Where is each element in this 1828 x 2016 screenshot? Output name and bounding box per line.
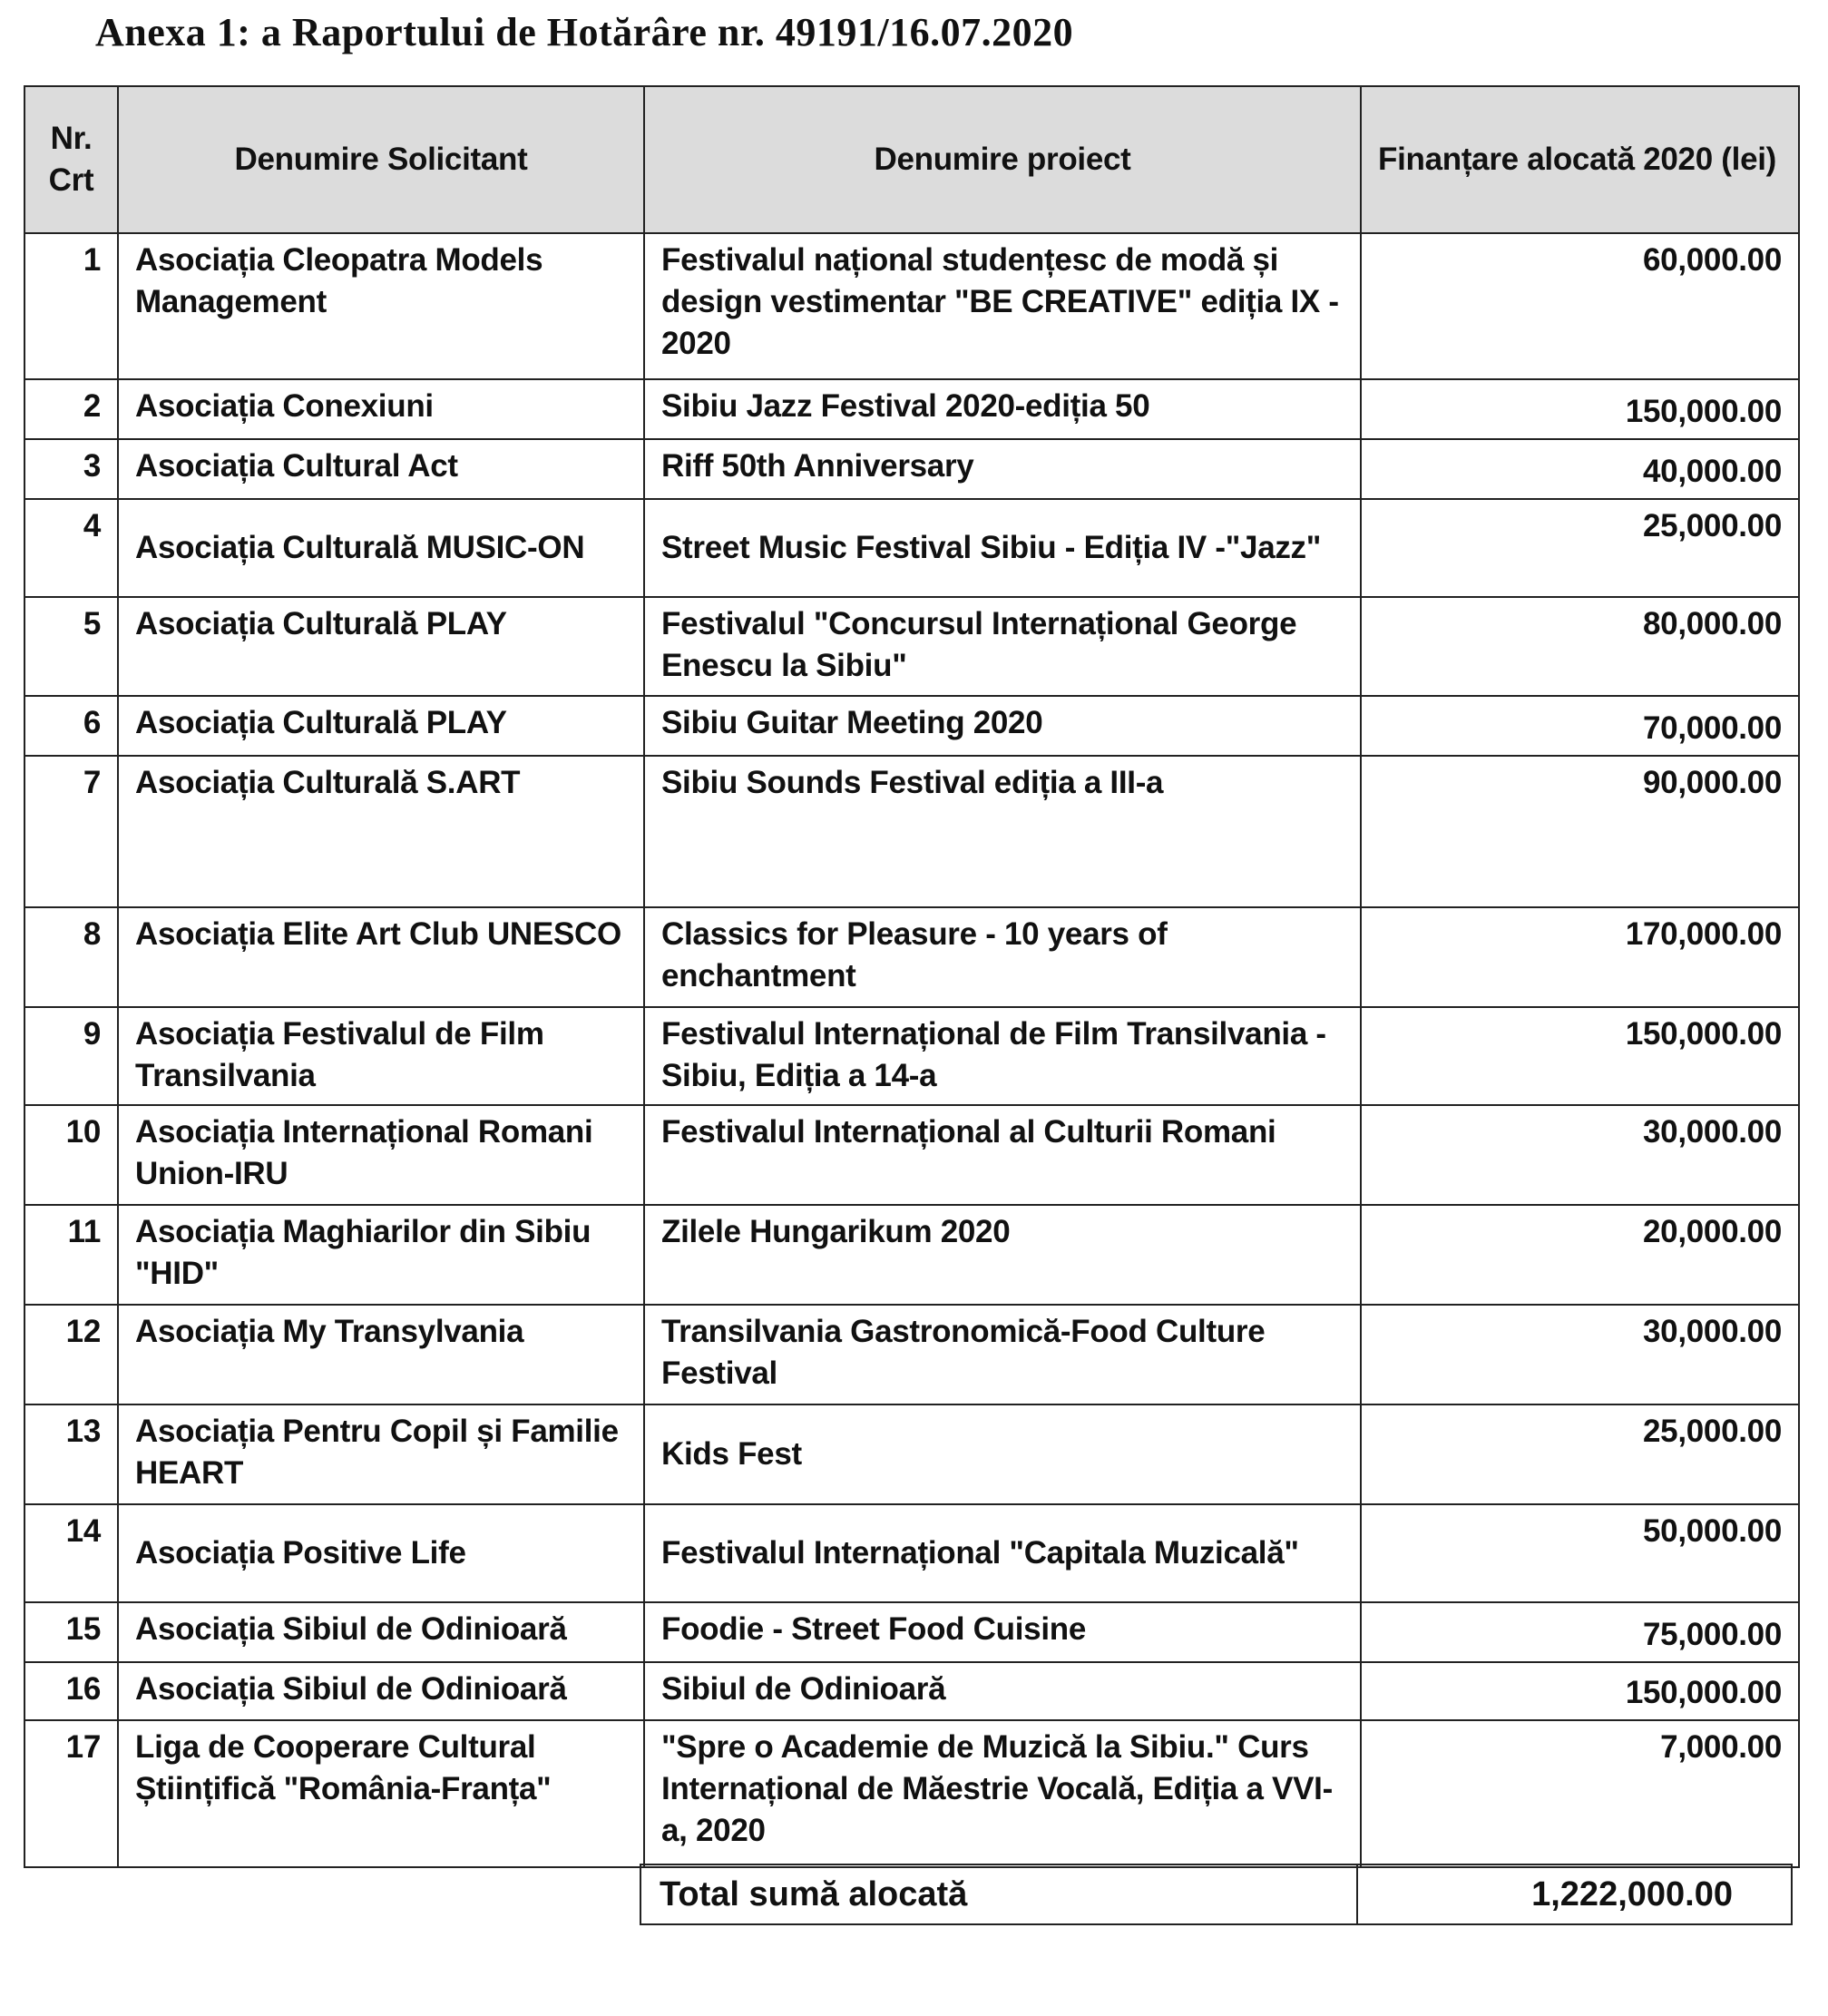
header-finantare: Finanțare alocată 2020 (lei) [1361, 86, 1799, 233]
total-row [640, 1864, 1792, 1924]
table-row [24, 756, 1799, 907]
row-proiect: Festivalul Internațional "Capitala Muzicală" [644, 1504, 1361, 1602]
row-proiect: Kids Fest [644, 1404, 1361, 1504]
row-nr: 15 [24, 1602, 118, 1662]
row-nr: 14 [24, 1504, 118, 1602]
row-nr: 16 [24, 1662, 118, 1720]
table-row [24, 1602, 1799, 1662]
row-solicitant: Asociația Maghiarilor din Sibiu "HID" [118, 1205, 644, 1305]
row-proiect: Sibiu Guitar Meeting 2020 [644, 696, 1361, 756]
row-nr: 17 [24, 1720, 118, 1867]
row-proiect: Festivalul Internațional de Film Transilvania - Sibiu, Ediția a 14-a [644, 1007, 1361, 1105]
row-finantare: 7,000.00 [1361, 1720, 1799, 1867]
row-proiect: "Spre o Academie de Muzică la Sibiu." Curs Internațional de Măestrie Vocală, Ediția a VVI-a, 2020 [644, 1720, 1361, 1867]
document-title: Anexa 1: a Raportului de Hotărâre nr. 49191/16.07.2020 [95, 10, 1074, 54]
table-row [24, 1662, 1799, 1720]
row-proiect: Classics for Pleasure - 10 years of enchantment [644, 907, 1361, 1007]
header-solicitant: Denumire Solicitant [118, 86, 644, 233]
row-proiect: Street Music Festival Sibiu - Ediția IV -"Jazz" [644, 499, 1361, 597]
row-solicitant: Asociația Conexiuni [118, 379, 644, 439]
row-proiect: Riff 50th Anniversary [644, 439, 1361, 499]
row-proiect: Festivalul Internațional al Culturii Romani [644, 1105, 1361, 1205]
row-finantare: 30,000.00 [1361, 1105, 1799, 1205]
row-nr: 4 [24, 499, 118, 597]
table-row [24, 696, 1799, 756]
row-finantare: 25,000.00 [1361, 499, 1799, 597]
row-solicitant: Asociația Pentru Copil și Familie HEART [118, 1404, 644, 1504]
row-solicitant: Asociația Positive Life [118, 1504, 644, 1602]
row-nr: 5 [24, 597, 118, 696]
table-header-row [24, 86, 1799, 233]
row-finantare: 30,000.00 [1361, 1305, 1799, 1404]
table-row [24, 1504, 1799, 1602]
row-finantare: 60,000.00 [1361, 233, 1799, 379]
table-row [24, 1404, 1799, 1504]
total-label: Total sumă alocată [640, 1864, 1357, 1924]
table-row [24, 1105, 1799, 1205]
row-nr: 2 [24, 379, 118, 439]
row-nr: 10 [24, 1105, 118, 1205]
row-finantare: 25,000.00 [1361, 1404, 1799, 1504]
row-finantare: 50,000.00 [1361, 1504, 1799, 1602]
funding-table [24, 85, 1800, 1868]
header-proiect: Denumire proiect [644, 86, 1361, 233]
total-table [640, 1864, 1793, 1925]
row-finantare: 75,000.00 [1361, 1602, 1799, 1662]
row-proiect: Sibiu Sounds Festival ediția a III-a [644, 756, 1361, 907]
row-proiect: Zilele Hungarikum 2020 [644, 1205, 1361, 1305]
table-row [24, 233, 1799, 379]
table-row [24, 1007, 1799, 1105]
table-row [24, 499, 1799, 597]
row-finantare: 70,000.00 [1361, 696, 1799, 756]
row-solicitant: Asociația Culturală S.ART [118, 756, 644, 907]
row-proiect: Sibiul de Odinioară [644, 1662, 1361, 1720]
total-value: 1,222,000.00 [1357, 1864, 1792, 1924]
row-solicitant: Asociația Cleopatra Models Management [118, 233, 644, 379]
row-solicitant: Asociația Elite Art Club UNESCO [118, 907, 644, 1007]
row-solicitant: Asociația Culturală PLAY [118, 597, 644, 696]
table-row [24, 379, 1799, 439]
row-finantare: 20,000.00 [1361, 1205, 1799, 1305]
row-nr: 12 [24, 1305, 118, 1404]
header-nr-crt: Nr. Crt [24, 86, 118, 233]
row-solicitant: Asociația Sibiul de Odinioară [118, 1602, 644, 1662]
row-proiect: Transilvania Gastronomică-Food Culture Festival [644, 1305, 1361, 1404]
row-nr: 1 [24, 233, 118, 379]
row-nr: 6 [24, 696, 118, 756]
row-solicitant: Asociația Sibiul de Odinioară [118, 1662, 644, 1720]
row-solicitant: Asociația Festivalul de Film Transilvania [118, 1007, 644, 1105]
row-nr: 8 [24, 907, 118, 1007]
row-finantare: 80,000.00 [1361, 597, 1799, 696]
row-nr: 11 [24, 1205, 118, 1305]
row-proiect: Foodie - Street Food Cuisine [644, 1602, 1361, 1662]
table-row [24, 1720, 1799, 1867]
row-proiect: Festivalul "Concursul Internațional George Enescu la Sibiu" [644, 597, 1361, 696]
row-proiect: Festivalul național studențesc de modă și design vestimentar "BE CREATIVE" ediția IX - 2020 [644, 233, 1361, 379]
table-row [24, 597, 1799, 696]
row-finantare: 150,000.00 [1361, 1007, 1799, 1105]
table-row [24, 907, 1799, 1007]
row-solicitant: Asociația Internațional Romani Union-IRU [118, 1105, 644, 1205]
row-solicitant: Asociația Culturală MUSIC-ON [118, 499, 644, 597]
row-finantare: 90,000.00 [1361, 756, 1799, 907]
row-finantare: 150,000.00 [1361, 1662, 1799, 1720]
row-nr: 3 [24, 439, 118, 499]
table-row [24, 439, 1799, 499]
row-nr: 9 [24, 1007, 118, 1105]
row-nr: 7 [24, 756, 118, 907]
table-row [24, 1205, 1799, 1305]
row-solicitant: Asociația Cultural Act [118, 439, 644, 499]
row-finantare: 170,000.00 [1361, 907, 1799, 1007]
row-nr: 13 [24, 1404, 118, 1504]
row-finantare: 150,000.00 [1361, 379, 1799, 439]
row-finantare: 40,000.00 [1361, 439, 1799, 499]
row-solicitant: Liga de Cooperare Cultural Științifică "România-Franța" [118, 1720, 644, 1867]
row-proiect: Sibiu Jazz Festival 2020-ediția 50 [644, 379, 1361, 439]
row-solicitant: Asociația My Transylvania [118, 1305, 644, 1404]
row-solicitant: Asociația Culturală PLAY [118, 696, 644, 756]
table-row [24, 1305, 1799, 1404]
